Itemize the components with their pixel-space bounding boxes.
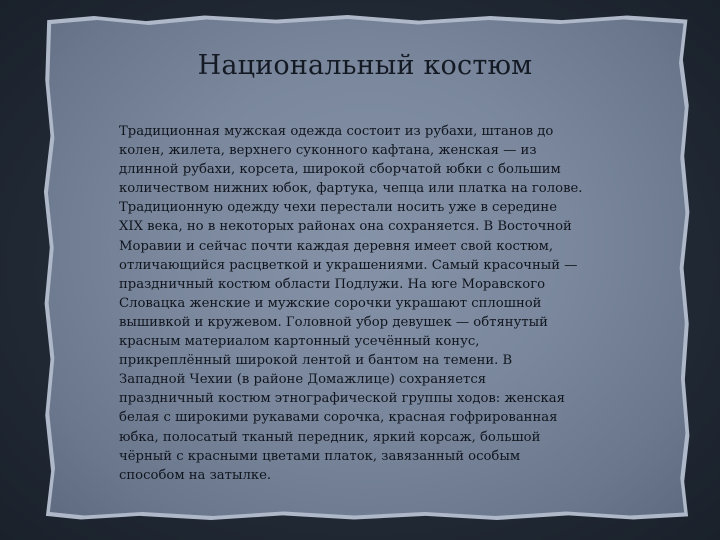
body-line: чёрный с красными цветами платок, завязанный особым <box>119 448 521 464</box>
body-line: Словацка женские и мужские сорочки украшают сплошной <box>119 295 542 311</box>
body-line: красным материалом картонный усечённый конус, <box>119 334 480 350</box>
body-line: колен, жилета, верхнего суконного кафтана, женская — из <box>119 143 537 159</box>
body-line: праздничный костюм этнографической группы ходов: женская <box>119 391 565 407</box>
body-line: прикреплённый широкой лентой и бантом на темени. В <box>119 353 513 369</box>
body-text <box>119 122 609 485</box>
body-line: Западной Чехии (в районе Домажлице) сохраняется <box>119 372 487 388</box>
body-line: Традиционную одежду чехи перестали носить уже в середине <box>119 200 557 216</box>
body-line: способом на затылке. <box>119 467 272 483</box>
body-line: длинной рубахи, корсета, широкой сборчатой юбки с большим <box>119 162 561 178</box>
body-line: юбка, полосатый тканый передник, яркий корсаж, большой <box>119 429 541 445</box>
body-line: вышивкой и кружевом. Головной убор девушек — обтянутый <box>119 314 548 330</box>
body-line: XIX века, но в некоторых районах она сохраняется. В Восточной <box>119 219 572 235</box>
body-line: Традиционная мужская одежда состоит из рубахи, штанов до <box>119 124 554 139</box>
body-line: белая с широкими рукавами сорочка, красная гофрированная <box>119 410 558 426</box>
body-line: праздничный костюм области Подлужи. На юге Моравского <box>119 276 546 292</box>
body-line: отличающийся расцветкой и украшениями. Самый красочный — <box>119 257 578 273</box>
slide-title: Национальный костюм <box>197 50 533 81</box>
body-line: количеством нижних юбок, фартука, чепца или платка на голове. <box>119 181 583 197</box>
body-line: Моравии и сейчас почти каждая деревня имеет свой костюм, <box>119 238 554 254</box>
